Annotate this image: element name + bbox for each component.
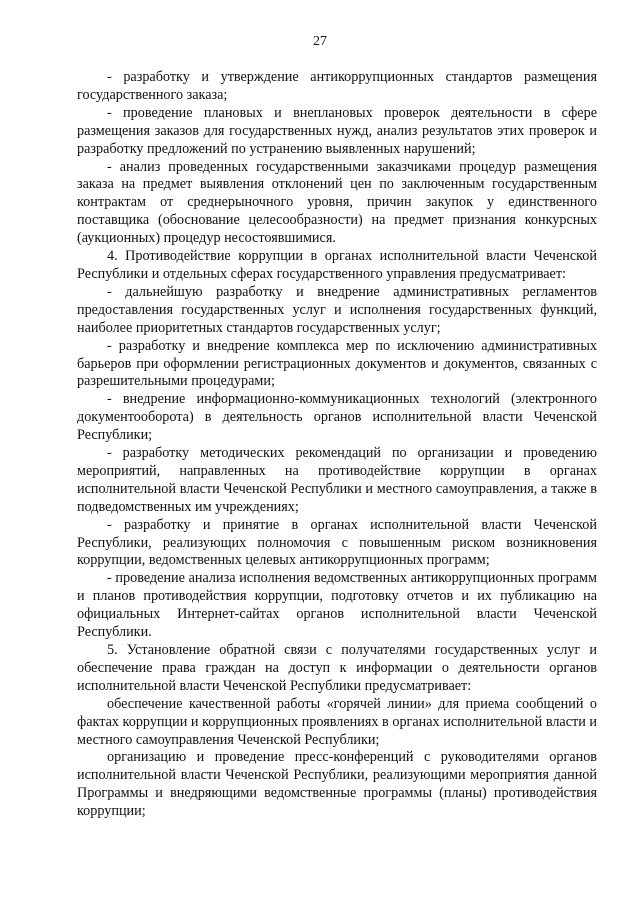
paragraph: 5. Установление обратной связи с получателями государственных услуг и обеспечение права граждан на доступ к информации о деятельности органов исполнительной власти Чеченской Республики предусматривает: [77,642,597,694]
paragraph: - разработку и внедрение комплекса мер по исключению административных барьеров при оформлении регистрационных документов и документов, связанных с разрешительными процедурами; [77,337,597,390]
paragraph: - анализ проведенных государственными заказчиками процедур размещения заказа на предмет выявления отклонений цен по заключенным государственным контрактам от среднерыночного уровня, причин закупок у единственного поставщика (обоснование целесообразности) на предмет признания конкурсных (аукционных) процедур несостоявшимися. [77,158,597,247]
paragraph: - разработку и утверждение антикоррупционных стандартов размещения государственного заказа; [77,69,597,103]
paragraph: организацию и проведение пресс-конференций с руководителями органов исполнительной власти Чеченской Республики, реализующими мероприятия данной Программы и внедряющими ведомственные программы (планы) противодействия коррупции; [77,749,597,820]
page-number: 27 [313,34,327,49]
paragraph: 4. Противодействие коррупции в органах исполнительной власти Чеченской Республики и отдельных сферах государственного управления предусматривает: [77,248,597,282]
paragraph: - дальнейшую разработку и внедрение административных регламентов предоставления государственных услуг и исполнения государственных функций, наиболее приоритетных стандартов государственных услуг; [77,283,597,336]
document-body [77,69,597,821]
paragraph: - внедрение информационно-коммуникационных технологий (электронного документооборота) в деятельность органов исполнительной власти Чеченской Республики; [77,391,597,444]
paragraph: - разработку и принятие в органах исполнительной власти Чеченской Республики, реализующих полномочия с повышенным риском возникновения коррупции, ведомственных целевых антикоррупционных программ; [77,516,597,569]
paragraph: - проведение плановых и внеплановых проверок деятельности в сфере размещения заказов для государственных нужд, анализ результатов этих проверок и разработку предложений по устранению выявленных нарушений; [77,104,597,157]
paragraph: - проведение анализа исполнения ведомственных антикоррупционных программ и планов противодействия коррупции, подготовку отчетов и их публикацию на официальных Интернет-сайтах органов исполнительной власти Чеченской Республики. [77,570,597,641]
paragraph: обеспечение качественной работы «горячей линии» для приема сообщений о фактах коррупции и коррупционных проявлениях в органах исполнительной власти и местного самоуправления Чеченской Республики; [77,695,597,748]
paragraph: - разработку методических рекомендаций по организации и проведению мероприятий, направленных на противодействие коррупции в органах исполнительной власти Чеченской Республики и местного самоуправления, а также в подведомственных им учреждениях; [77,445,597,515]
